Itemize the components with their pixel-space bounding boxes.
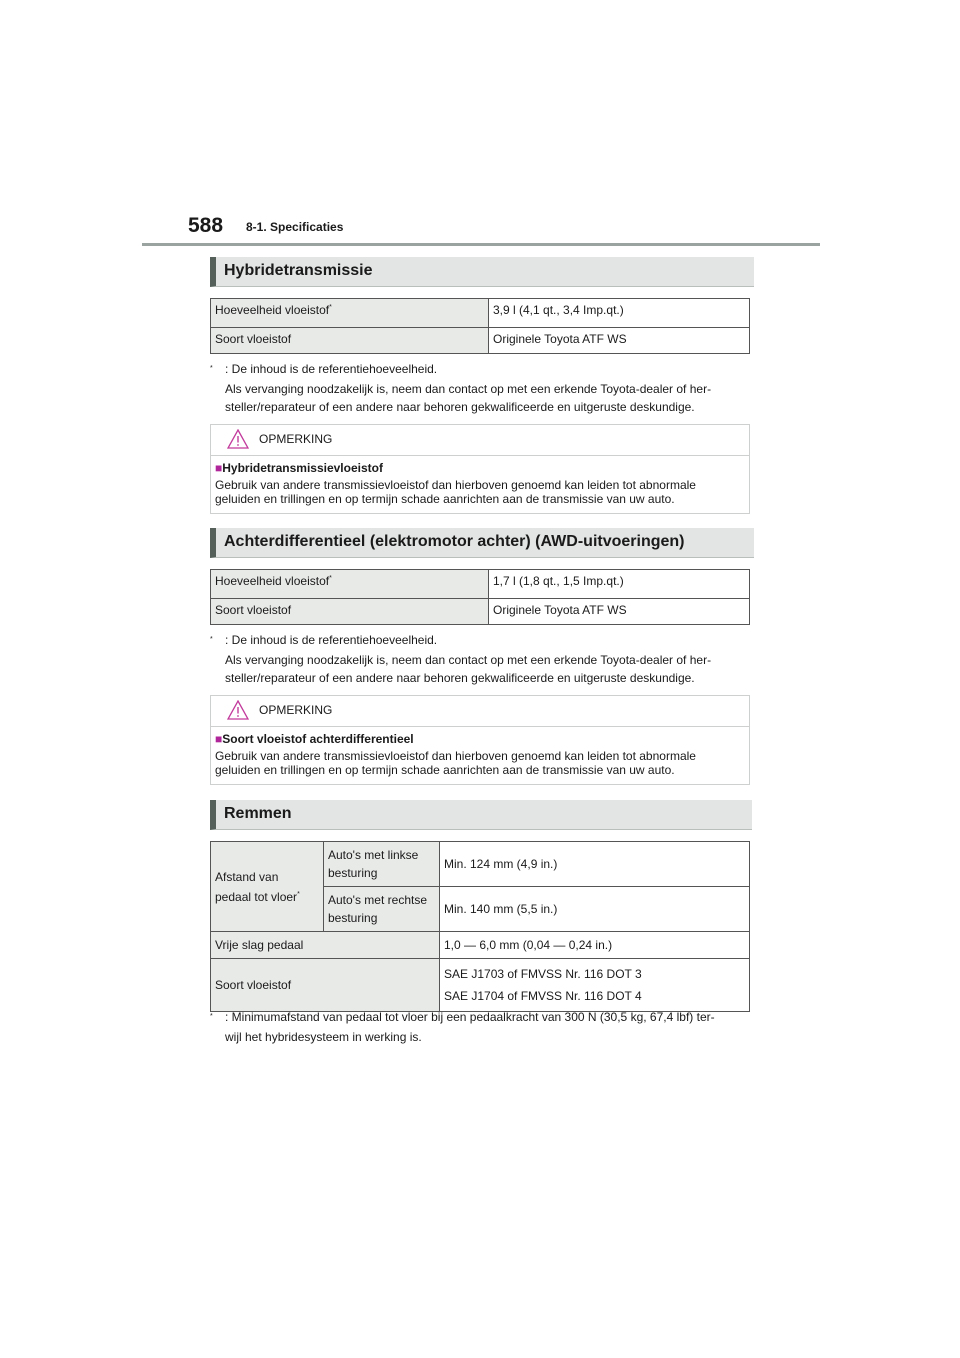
table-row — [211, 570, 750, 599]
table-row — [211, 842, 750, 887]
table-row — [211, 328, 750, 354]
hybrid-notice — [210, 424, 750, 514]
table-cell: Auto's met linkse besturing — [324, 842, 440, 887]
warning-triangle-icon — [227, 429, 249, 449]
page-number: 588 — [188, 214, 224, 237]
hybrid-footnote: * : De inhoud is de referentiehoeveelheid. Als vervanging noodzakelijk is, neem dan contact op met een erkende Toyota-dealer of her- steller/reparateur of een andere naar behoren gekwalificeerde en uitgeruste deskundige. — [210, 362, 712, 414]
rear-diff-footnote: * : De inhoud is de referentiehoeveelheid. Als vervanging noodzakelijk is, neem dan contact op met een erkende Toyota-dealer of her- steller/reparateur of een andere naar behoren gekwalificeerde en uitgeruste deskundige. — [210, 633, 712, 685]
notice-title: OPMERKING — [259, 432, 333, 446]
header-rule — [142, 243, 820, 246]
table-row — [211, 932, 750, 959]
table-row — [211, 299, 750, 328]
table-cell: Hoeveelheid vloeistof* — [211, 299, 489, 328]
table-cell: Min. 124 mm (4,9 in.) — [440, 842, 750, 887]
table-cell: 3,9 l (4,1 qt., 3,4 Imp.qt.) — [489, 299, 750, 328]
hybrid-spec-table — [210, 298, 750, 354]
warning-triangle-icon — [227, 700, 249, 720]
table-cell: Originele Toyota ATF WS — [489, 599, 750, 625]
table-cell: Soort vloeistof — [211, 599, 489, 625]
table-cell: Afstand van pedaal tot vloer* — [211, 842, 324, 932]
notice-text: Gebruik van andere transmissievloeistof dan hierboven genoemd kan leiden tot abnormale geluiden en trillingen en op termijn schade aanrichten aan de transmissie van uw auto. — [215, 478, 696, 506]
table-cell: 1,7 l (1,8 qt., 1,5 Imp.qt.) — [489, 570, 750, 599]
notice-subtitle: ■Soort vloeistof achterdifferentieel — [215, 732, 414, 746]
table-cell: Soort vloeistof — [211, 959, 440, 1012]
table-cell: Originele Toyota ATF WS — [489, 328, 750, 354]
table-cell: SAE J1703 of FMVSS Nr. 116 DOT 3 SAE J1704 of FMVSS Nr. 116 DOT 4 — [440, 959, 750, 1012]
table-cell: Hoeveelheid vloeistof* — [211, 570, 489, 599]
notice-text: Gebruik van andere transmissievloeistof dan hierboven genoemd kan leiden tot abnormale geluiden en trillingen en op termijn schade aanrichten aan de transmissie van uw auto. — [215, 749, 696, 777]
section-label: 8-1. Specificaties — [246, 220, 344, 234]
notice-title: OPMERKING — [259, 703, 333, 717]
table-cell: Vrije slag pedaal — [211, 932, 440, 959]
section-heading-rear-diff: Achterdifferentieel (elektromotor achter) (AWD-uitvoeringen) — [210, 528, 754, 558]
table-cell: Auto's met rechtse besturing — [324, 887, 440, 932]
table-row — [211, 959, 750, 1012]
table-cell: Soort vloeistof — [211, 328, 489, 354]
table-row — [211, 599, 750, 625]
section-heading-hybrid: Hybridetransmissie — [210, 257, 754, 287]
rear-diff-spec-table — [210, 569, 750, 625]
notice-subtitle: ■Hybridetransmissievloeistof — [215, 461, 383, 475]
section-heading-brakes: Remmen — [210, 800, 752, 830]
brakes-footnote: * : Minimumafstand van pedaal tot vloer bij een pedaalkracht van 300 N (30,5 kg, 67,4 lbf) ter- wijl het hybridesysteem in werking is. — [210, 1010, 715, 1044]
rear-diff-notice — [210, 695, 750, 785]
brakes-spec-table — [210, 841, 750, 1012]
table-cell: 1,0 — 6,0 mm (0,04 — 0,24 in.) — [440, 932, 750, 959]
table-cell: Min. 140 mm (5,5 in.) — [440, 887, 750, 932]
